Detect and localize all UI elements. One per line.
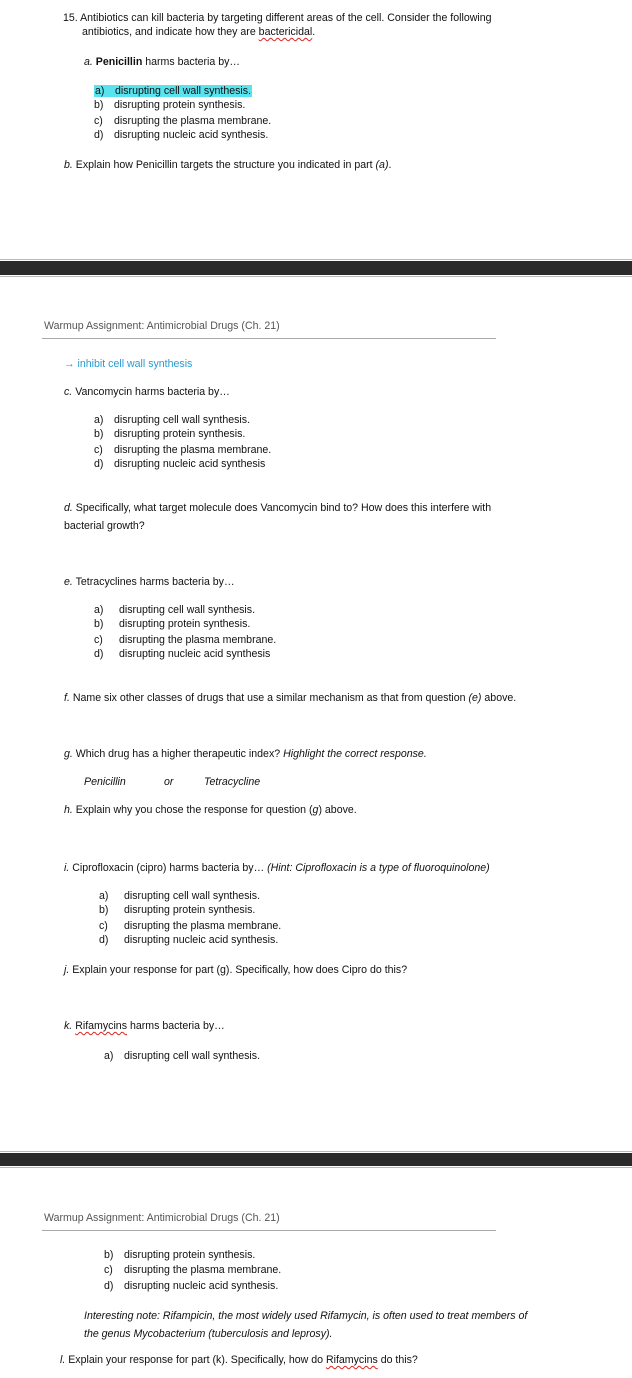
part-e-option-b[interactable]: b) disrupting protein synthesis.: [94, 618, 251, 630]
part-i-option-d[interactable]: d) disrupting nucleic acid synthesis.: [99, 934, 279, 946]
part-k-option-b[interactable]: b) disrupting protein synthesis.: [104, 1249, 256, 1261]
part-g-prompt: g. Which drug has a higher therapeutic index? Highlight the correct response.: [64, 748, 427, 760]
question-15-intro: 15. Antibiotics can kill bacteria by targeting different areas of the cell. Consider the following: [63, 12, 492, 24]
part-e-option-a[interactable]: a) disrupting cell wall synthesis.: [94, 604, 256, 616]
part-l-prompt: l. Explain your response for part (k). Specifically, how do Rifamycins do this?: [60, 1354, 418, 1366]
page-break-line-bottom-2: [0, 1167, 632, 1168]
part-k-option-c[interactable]: c) disrupting the plasma membrane.: [104, 1264, 282, 1276]
part-d-prompt: d. Specifically, what target molecule does Vancomycin bind to? How does this interfere with: [64, 502, 492, 514]
page-header: Warmup Assignment: Antimicrobial Drugs (Ch. 21): [44, 320, 280, 332]
part-a-option-b[interactable]: b) disrupting protein synthesis.: [94, 99, 246, 111]
page-break: [0, 261, 632, 275]
part-c-option-a[interactable]: a) disrupting cell wall synthesis.: [94, 414, 251, 426]
part-c-prompt: c. Vancomycin harms bacteria by…: [64, 386, 230, 398]
interesting-note-line2: the genus Mycobacterium (tuberculosis and leprosy).: [84, 1328, 333, 1340]
choice-tetracycline[interactable]: Tetracycline: [204, 776, 261, 788]
part-a-prompt: a. Penicillin harms bacteria by…: [84, 56, 241, 68]
page-header-2: Warmup Assignment: Antimicrobial Drugs (Ch. 21): [44, 1212, 280, 1224]
part-i-option-a[interactable]: a) disrupting cell wall synthesis.: [99, 890, 261, 902]
part-a-option-a[interactable]: a) disrupting cell wall synthesis.: [95, 85, 252, 97]
question-15-intro-line2: antibiotics, and indicate how they are bactericidal.: [82, 26, 316, 38]
page-break-line-top: [0, 259, 632, 260]
part-a-option-c[interactable]: c) disrupting the plasma membrane.: [94, 115, 272, 127]
part-c-option-c[interactable]: c) disrupting the plasma membrane.: [94, 444, 272, 456]
page-break-line-top-2: [0, 1151, 632, 1152]
part-k-option-d[interactable]: d) disrupting nucleic acid synthesis.: [104, 1280, 279, 1292]
part-i-option-c[interactable]: c) disrupting the plasma membrane.: [99, 920, 282, 932]
part-d-prompt-line2: bacterial growth?: [64, 520, 145, 532]
header-rule: [42, 338, 496, 339]
part-f-prompt: f. Name six other classes of drugs that use a similar mechanism as that from question (e) above.: [64, 692, 517, 704]
part-i-prompt: i. Ciprofloxacin (cipro) harms bacteria by… (Hint: Ciprofloxacin is a type of fluoroquinolone): [64, 862, 490, 874]
part-c-option-b[interactable]: b) disrupting protein synthesis.: [94, 428, 246, 440]
header-rule-2: [42, 1230, 496, 1231]
part-e-prompt: e. Tetracyclines harms bacteria by…: [64, 576, 235, 588]
page-break-2: [0, 1153, 632, 1166]
part-k-prompt: k. Rifamycins harms bacteria by…: [64, 1020, 225, 1032]
answer-text: → inhibit cell wall synthesis: [64, 358, 193, 370]
choice-or: or: [164, 776, 174, 788]
part-e-option-c[interactable]: c) disrupting the plasma membrane.: [94, 634, 277, 646]
interesting-note: Interesting note: Rifampicin, the most widely used Rifamycin, is often used to treat members of: [84, 1310, 528, 1322]
page-break-line-bottom: [0, 276, 632, 277]
part-e-option-d[interactable]: d) disrupting nucleic acid synthesis: [94, 648, 271, 660]
part-i-option-b[interactable]: b) disrupting protein synthesis.: [99, 904, 256, 916]
part-j-prompt: j. Explain your response for part (g). Specifically, how does Cipro do this?: [64, 964, 408, 976]
part-k-option-a[interactable]: a) disrupting cell wall synthesis.: [104, 1050, 261, 1062]
part-b-prompt: b. Explain how Penicillin targets the structure you indicated in part (a).: [64, 159, 392, 171]
part-c-option-d[interactable]: d) disrupting nucleic acid synthesis: [94, 458, 266, 470]
part-h-prompt: h. Explain why you chose the response for question (g) above.: [64, 804, 357, 816]
arrow-right-icon: →: [64, 358, 75, 370]
part-a-option-d[interactable]: d) disrupting nucleic acid synthesis.: [94, 129, 269, 141]
choice-penicillin[interactable]: Penicillin: [84, 776, 126, 788]
